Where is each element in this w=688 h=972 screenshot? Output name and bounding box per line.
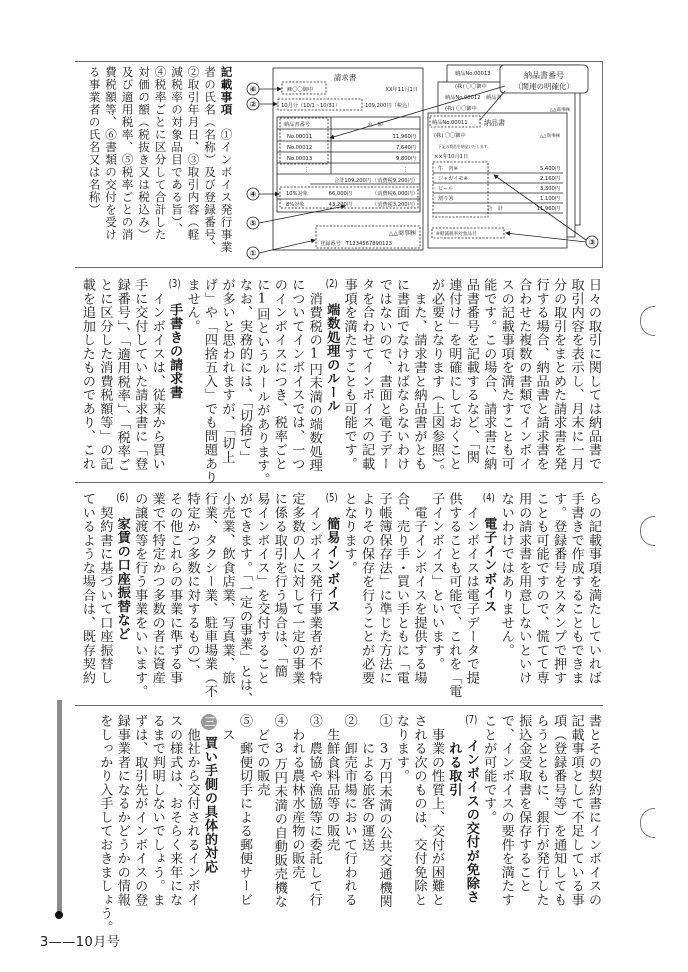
- body-text: また、請求書と納品書がとも: [411, 278, 427, 471]
- body-text: のインボイスにつき、税率ごと: [271, 278, 287, 471]
- body-text: なります。: [394, 714, 410, 783]
- text-column: [183, 714, 200, 919]
- body-text: タを合わせてインボイスの記載: [359, 278, 375, 471]
- section-number: (5): [325, 492, 338, 503]
- body-text: ではないので、書面と電子デー: [376, 278, 392, 471]
- invoice-issuer: △△商事㈱: [388, 230, 416, 237]
- marker-6-label: ⑥: [249, 85, 257, 94]
- slip-front-issuer: △△商事㈱: [539, 134, 560, 139]
- text-column: [340, 714, 357, 919]
- text-column: [532, 492, 549, 697]
- section-heading-column: [445, 714, 462, 919]
- slip-mid-no: 納品No.00012: [445, 95, 481, 101]
- invoice-table: [277, 117, 420, 212]
- body-text: 事項を満たすことも可能です。: [341, 278, 357, 471]
- body-text: で、インボイスの要件を満たす: [498, 714, 514, 907]
- text-column: [270, 492, 287, 697]
- text-column: [305, 714, 322, 919]
- body-text: 能です。この場合、請求書に納: [481, 278, 497, 471]
- marker-1-label: ①: [249, 249, 257, 258]
- text-column: [288, 714, 305, 919]
- margin-bar-dot: [55, 911, 63, 919]
- body-text: 日々の取引に関しては納品書で: [586, 278, 601, 471]
- text-column: [532, 278, 549, 478]
- row-no: No.00012: [287, 145, 313, 151]
- slip-total-label: 合 計: [487, 206, 503, 212]
- section-heading: 手書きの請求書: [167, 289, 183, 399]
- text-column: [375, 278, 392, 478]
- slip-back-no: 納品No.00013: [455, 71, 491, 77]
- slip-mid-title: 納品書: [486, 95, 502, 101]
- section-number: (4): [482, 492, 495, 503]
- rate8-amount: 43,200円: [328, 202, 352, 208]
- invoice-period: 10月分（10/1〜10/31）: [281, 103, 341, 109]
- body-text: スの記載事項を満たすことも可: [498, 278, 514, 471]
- text-column: [183, 492, 200, 697]
- slip-front-title: 納品書: [484, 119, 505, 127]
- body-text: 合わせた複数の書類でインボイ: [516, 278, 532, 471]
- body-text: ④ 3万円未満の自動販売機な: [271, 714, 287, 909]
- legend-text: ①インボイス発行事業: [219, 116, 234, 254]
- body-text: インボイス発行事業者が不特: [306, 492, 322, 685]
- text-column: [550, 278, 567, 478]
- text-column: [427, 492, 444, 697]
- body-text: スの様式は、おそらく来年にな: [167, 714, 183, 907]
- band-2-top-rule: [75, 482, 603, 483]
- section-heading-column: [166, 278, 183, 478]
- body-text: 分の取引をまとめた請求書を発: [551, 278, 567, 471]
- text-column: [235, 714, 252, 919]
- slip-front-date: ××年10月1日: [434, 154, 469, 160]
- slip-front-to: (株) 〇〇御中: [434, 133, 466, 139]
- rate10-amount: 66,000円: [328, 191, 352, 197]
- text-column: [567, 278, 584, 478]
- text-column: [96, 278, 113, 478]
- rate10-tax: （消費税6,000円）: [372, 191, 418, 197]
- text-column: [515, 714, 532, 919]
- body-text: ことが可能です。: [481, 714, 497, 824]
- marker-2-label: ②: [249, 100, 257, 109]
- text-column: [567, 492, 584, 697]
- body-text: 振込金受取書を保存すること: [516, 714, 532, 893]
- legend-text: ②取引年月日、③取引内容（軽: [186, 66, 201, 241]
- marker-3-label: ③: [588, 238, 596, 247]
- slip-mid-issuer: △△商事㈱: [549, 108, 570, 113]
- row-ellipsis: ⋮: [304, 167, 310, 173]
- section-heading: インボイスの交付が免除さ: [463, 725, 479, 904]
- body-text: に書面でなければならないわけ: [394, 278, 410, 471]
- body-text: ことも可能ですので、慌てて専: [533, 492, 549, 685]
- text-column: [550, 492, 567, 697]
- body-text: 業で不特定かつ多数の者に資産: [149, 492, 165, 685]
- body-text: 手に交付していた請求書に「登: [132, 278, 148, 471]
- text-column: [410, 714, 427, 919]
- section-heading: 買い手側の具体的対応: [202, 736, 218, 874]
- item-amount: 3,300円: [539, 186, 560, 192]
- text-column: [480, 714, 497, 919]
- text-column: [235, 278, 252, 478]
- text-column: [78, 278, 95, 478]
- body-text: される次のものは、交付免除と: [411, 714, 427, 907]
- item-amount: 1,100円: [539, 196, 560, 202]
- slip-front-note: 下記の商品を納品いたします。: [438, 144, 491, 149]
- text-band-3: [78, 714, 602, 934]
- text-column: [201, 278, 218, 485]
- item-name: 牛 肉※: [438, 166, 458, 172]
- body-text: 定多数の人に対して一定の事業: [289, 492, 305, 685]
- text-column: [393, 492, 410, 697]
- section-heading-column: [480, 492, 497, 697]
- col-slip-no: 納品書番号: [284, 122, 310, 128]
- section-heading: 電子インボイス: [481, 503, 497, 613]
- invoice-title: 請求書: [333, 73, 357, 82]
- text-column: [480, 278, 497, 478]
- text-column: [358, 492, 375, 697]
- marker-5-label: ⑤: [249, 219, 257, 228]
- text-column: [323, 714, 340, 919]
- body-text: われる農林水産物の販売: [289, 714, 305, 879]
- invoice-addressee: ㈱〇〇御中: [287, 87, 313, 93]
- text-column: [445, 492, 462, 697]
- section-heading-column: [113, 492, 130, 697]
- item-amount: 2,160円: [539, 176, 560, 182]
- text-column: [148, 714, 165, 919]
- row-amount: 7,640円: [395, 145, 416, 151]
- body-text: となります。: [341, 492, 357, 575]
- text-column: [462, 492, 479, 697]
- body-text: 供することも可能で、これを「電: [446, 492, 462, 699]
- text-column: [515, 278, 532, 478]
- text-column: [340, 278, 357, 478]
- legend-text: 対価の額（税抜き又は税込み）: [137, 66, 151, 241]
- body-text: ③ 農協や漁協等に委託して行: [306, 714, 322, 907]
- body-text: の譲渡等を行う事業をいいます。: [132, 492, 148, 699]
- row-no: No.00013: [287, 156, 313, 162]
- body-text: 品書番号を記載するなど、「関: [463, 278, 479, 464]
- text-column: [358, 714, 375, 919]
- body-text: ないわけではありません。: [498, 492, 514, 657]
- body-text: 合、売り手・買い手ともに「電: [394, 492, 410, 685]
- body-text: その他これらの事業に準ずる事: [167, 492, 183, 685]
- text-column: [358, 278, 375, 478]
- body-text: 易インボイス」を交付すること: [254, 492, 270, 685]
- body-text: に係る取引を行う場合は、「簡: [271, 492, 287, 678]
- band-1-top-rule: [75, 267, 603, 268]
- text-column: [131, 714, 148, 919]
- text-column: [375, 492, 392, 697]
- text-column: [131, 278, 148, 478]
- body-text: 他社から交付されるインボイ: [184, 714, 200, 907]
- text-column: [96, 714, 113, 934]
- text-column: [585, 714, 602, 919]
- body-text: らうとともに、銀行が発行した: [533, 714, 549, 907]
- legend-text: 費税額等、⑥書類の交付を受け: [104, 66, 118, 241]
- row-amount: 11,960円: [392, 134, 416, 140]
- text-column: [585, 492, 602, 697]
- section-heading: 簡易インボイス: [324, 503, 340, 613]
- text-column: [393, 278, 410, 478]
- body-text: ① 3万円未満の公共交通機関: [376, 714, 392, 909]
- text-column: [393, 714, 410, 919]
- section-number-badge: 三: [201, 714, 217, 730]
- section-heading-column: [462, 714, 479, 919]
- body-text: が必要となります（上図参照）。: [428, 278, 444, 478]
- text-column: [166, 714, 183, 919]
- text-column: [305, 278, 322, 478]
- text-column: [305, 492, 322, 697]
- text-column: [96, 492, 113, 697]
- text-column: [253, 714, 270, 919]
- text-column: [567, 714, 584, 919]
- col-amount: 金 額: [367, 122, 383, 128]
- legend-text: 及び適用税率、⑤税率ごとの消: [120, 66, 135, 241]
- body-text: 項（登録番号等）を通知しても: [551, 714, 567, 907]
- slip-front-no: 納品No.00011: [432, 120, 468, 126]
- legend-text: 者の氏名（名称）及び登録番号、: [203, 66, 217, 254]
- text-column: [427, 278, 444, 478]
- body-text: 書とその契約書にインボイスの: [586, 714, 601, 907]
- text-band-2: [78, 492, 602, 706]
- body-text: 録事業者になるかどうかの情報: [114, 714, 130, 907]
- legend-text: 減税率の対象品目である旨）、: [170, 66, 184, 236]
- margin-bar: [57, 700, 62, 914]
- callout-line1: 納品書番号: [524, 71, 564, 80]
- body-text: ができます。「一定の事業」とは、: [236, 492, 252, 706]
- text-column: [218, 714, 235, 919]
- body-text: よりその保存を行うことが必要: [359, 492, 375, 685]
- body-text: 生鮮食料品等の販売: [324, 714, 340, 852]
- body-text: るまで判明しないでしょう。ま: [149, 714, 165, 907]
- text-column: [375, 714, 392, 919]
- text-column: [253, 492, 270, 697]
- row-amount: 9,800円: [395, 156, 416, 162]
- section-number: (6): [116, 492, 129, 503]
- body-text: 連付け」を明確にしておくこと: [446, 278, 462, 471]
- body-text: 小売業、飲食店業、写真業、旅: [219, 492, 235, 685]
- body-text: らの記載事項を満たしていれば: [586, 492, 601, 685]
- legend-text: る事業者の氏名又は名称）: [87, 66, 102, 216]
- text-column: [497, 278, 514, 478]
- text-column: [235, 492, 252, 706]
- text-column: [410, 278, 427, 478]
- legend-text: ④税率ごとに区分して合計した: [153, 66, 168, 241]
- body-text: ⑤ 郵便切手による郵便サービ: [236, 714, 252, 907]
- marker-4-label: ④: [249, 190, 257, 199]
- rate10-label: 10%対象: [286, 191, 308, 197]
- text-column: [340, 492, 357, 697]
- text-column: [550, 714, 567, 919]
- section-heading-column: [323, 492, 340, 697]
- text-column: [410, 492, 427, 697]
- body-text: す。登録番号をスタンプで押す: [551, 492, 567, 685]
- registration-number: 登録番号 T1234567890123: [320, 241, 393, 247]
- rate8-label: 8%対象: [286, 202, 305, 208]
- body-text: とに区分した消費税額等」の記: [97, 278, 113, 471]
- body-text: 子帳簿保存法」に準じた方法に: [376, 492, 392, 685]
- body-text: 載を追加したものであり、これ: [79, 278, 95, 471]
- item-name: 割り箸: [438, 196, 454, 202]
- text-column: [148, 492, 165, 697]
- body-text: ているような場合は、既存契約: [79, 492, 95, 685]
- text-column: [585, 278, 602, 478]
- sum-tax: （消費税9,200円）: [372, 178, 418, 184]
- body-text: についてインボイスでは、一つ: [289, 278, 305, 471]
- text-column: [532, 714, 549, 919]
- text-column: [201, 492, 218, 697]
- body-text: をしっかり入手しておきましょう。: [97, 714, 113, 934]
- item-amount: 5,400円: [539, 166, 560, 172]
- section-heading: れる取引: [446, 714, 462, 797]
- body-text: 記載事項として不足している事: [568, 714, 584, 907]
- body-text: 用の請求書を用意しないといけ: [516, 492, 532, 685]
- body-text: 取引内容を表示し、月末に一月: [568, 278, 584, 471]
- body-text: ません。: [184, 278, 200, 333]
- text-column: [515, 492, 532, 697]
- body-text: なお、実務的には、「切捨て」: [236, 278, 252, 464]
- text-column: [218, 492, 235, 697]
- slip-total: 11,960円: [536, 206, 560, 212]
- body-text: インボイスは、従来から買い: [149, 278, 165, 471]
- body-text: 特定かつ多数に対するもの）、: [184, 492, 200, 678]
- section-number: (7): [465, 714, 478, 725]
- invoice-total: 109,200円（税込）: [365, 103, 413, 109]
- body-text: 行する場合、納品書と請求書を: [533, 278, 549, 471]
- text-column: [166, 492, 183, 697]
- item-name: ジャガイモ※: [438, 176, 469, 182]
- page-footer: 3——10月号: [40, 935, 121, 950]
- text-column: [288, 278, 305, 478]
- body-text: による旅客の運送: [359, 714, 375, 852]
- body-text: 手書きで作成することもできま: [568, 492, 584, 685]
- body-text: 契約書に基づいて口座振替し: [97, 492, 113, 685]
- text-column: [218, 278, 235, 478]
- section-heading: 端数処理のルール: [324, 289, 340, 413]
- reduced-rate-note: ※軽減税率対象品目: [436, 232, 477, 237]
- text-column: [427, 714, 444, 919]
- text-column: [148, 278, 165, 478]
- text-band-1: [78, 278, 602, 487]
- band-3-top-rule: [75, 705, 603, 706]
- slip-mid-to: (株) 〇〇御中: [445, 106, 477, 112]
- body-text: が多いと思われますが、「切上: [219, 278, 235, 464]
- body-text: ② 卸売市場において行われる: [341, 714, 357, 907]
- row-no: No.00011: [287, 134, 313, 140]
- body-text: インボイスは電子データで提: [463, 492, 479, 685]
- text-column: [462, 278, 479, 478]
- callout-line2: （関連の明確化）: [514, 82, 574, 91]
- body-text: に1回というルールがあります。: [254, 278, 270, 487]
- body-text: 電子インボイスを提供する場: [411, 492, 427, 685]
- item-name: ビール: [438, 186, 454, 192]
- body-text: 録番号」、「適用税率」、「税率ご: [114, 278, 130, 472]
- text-column: [270, 714, 287, 919]
- text-column: [288, 492, 305, 697]
- text-column: [78, 492, 95, 697]
- text-column: [497, 492, 514, 697]
- body-text: 事業の性質上、交付が困難と: [428, 714, 444, 907]
- text-column: [270, 278, 287, 478]
- section-heading: 家賃の口座振替など: [114, 503, 130, 641]
- body-text: げ」や「四捨五入」でも問題あり: [202, 278, 218, 485]
- section-heading-column: [323, 278, 340, 478]
- row-ellipsis: ⋮: [403, 167, 409, 173]
- text-column: [131, 492, 148, 697]
- legend-heading: 記載事項: [219, 66, 234, 116]
- slip-back-to: (株) 〇〇御中: [455, 84, 487, 90]
- invoice-date: XX年11月1日: [385, 87, 418, 93]
- body-text: ス: [219, 714, 235, 742]
- section-heading-column: [201, 714, 218, 919]
- section-number: (3): [168, 278, 181, 289]
- body-text: どでの販売: [254, 714, 270, 797]
- text-column: [253, 278, 270, 487]
- text-column: [445, 278, 462, 478]
- text-column: [113, 714, 130, 919]
- body-text: ずは、取引先がインボイスの登: [132, 714, 148, 907]
- sum: 合計109,200円: [334, 178, 372, 184]
- text-column: [497, 714, 514, 919]
- text-column: [183, 278, 200, 478]
- body-text: 消費税の1円未満の端数処理: [306, 278, 322, 473]
- body-text: 行業、タクシー業、駐車場業（不: [202, 492, 218, 699]
- text-column: [113, 278, 130, 478]
- section-number: (2): [325, 278, 338, 289]
- body-text: 子インボイス」といいます。: [428, 492, 444, 671]
- rate8-tax: （消費税3,200円）: [372, 202, 418, 208]
